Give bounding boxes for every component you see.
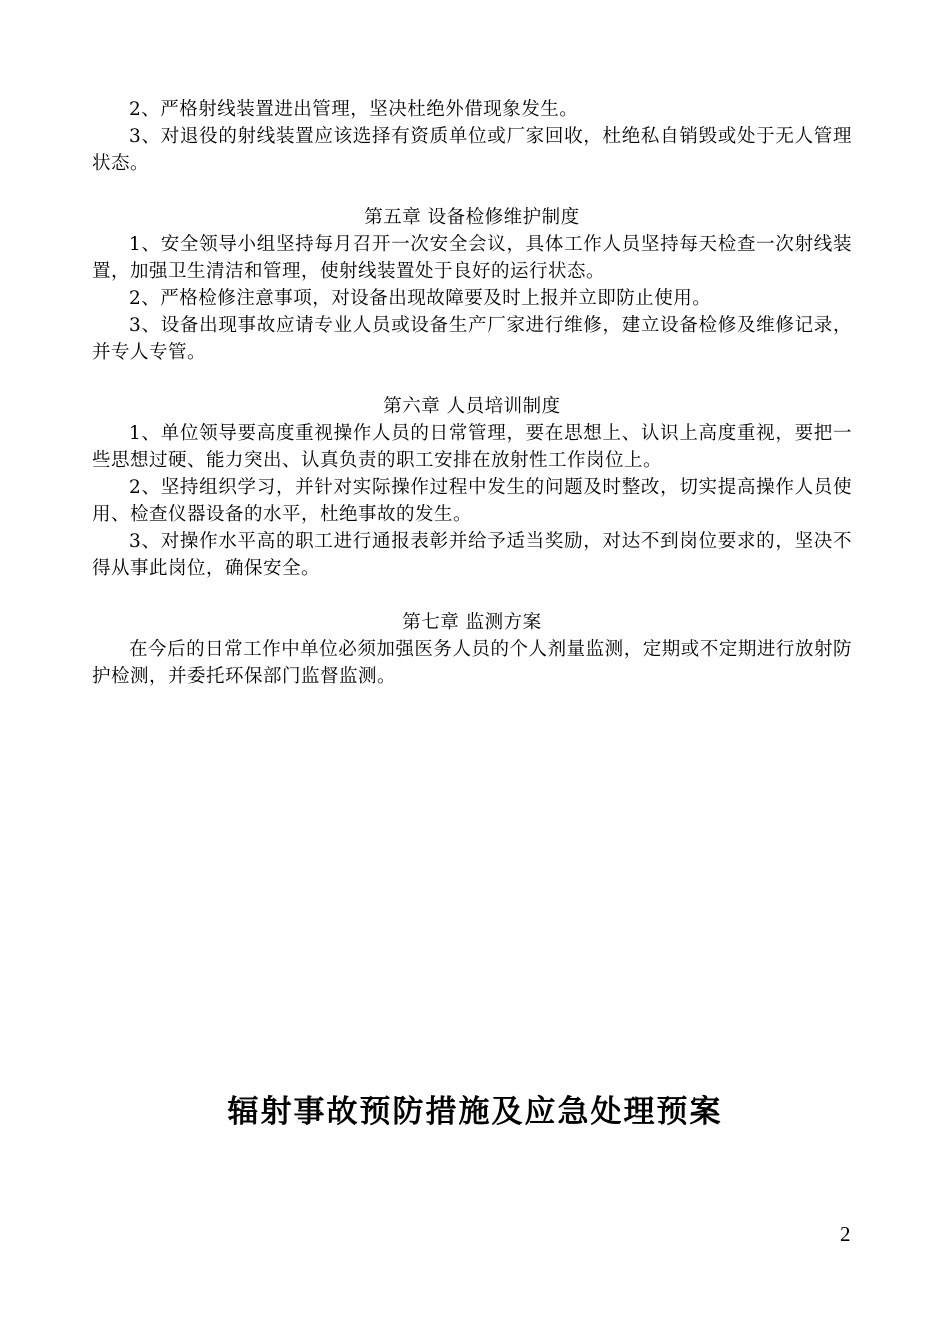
page-number: 2: [840, 1222, 851, 1246]
paragraph-6-1: 1、单位领导要高度重视操作人员的日常管理，要在思想上、认识上高度重视，要把一些思想过硬、能力突出、认真负责的职工安排在放射性工作岗位上。: [92, 423, 852, 471]
spacer: [92, 177, 852, 204]
paragraph-7-1: 在今后的日常工作中单位必须加强医务人员的个人剂量监测，定期或不定期进行放射防护检测，并委托环保部门监督监测。: [92, 639, 852, 687]
paragraph-6-3: 3、对操作水平高的职工进行通报表彰并给予适当奖励，对达不到岗位要求的，坚决不得从事此岗位，确保安全。: [92, 531, 852, 579]
spacer: [92, 366, 852, 393]
paragraph-4-3: 3、对退役的射线装置应该选择有资质单位或厂家回收，杜绝私自销毁或处于无人管理状态。: [92, 126, 852, 174]
document-body: [92, 96, 852, 690]
paragraph-4-2: 2、严格射线装置进出管理，坚决杜绝外借现象发生。: [129, 99, 579, 120]
chapter-7-heading: 第七章 监测方案: [402, 612, 542, 633]
paragraph-5-2: 2、严格检修注意事项，对设备出现故障要及时上报并立即防止使用。: [129, 288, 712, 309]
chapter-6-heading: 第六章 人员培训制度: [383, 396, 561, 417]
main-title: 辐射事故预防措施及应急处理预案: [227, 1094, 723, 1130]
paragraph-5-3: 3、设备出现事故应请专业人员或设备生产厂家进行维修，建立设备检修及维修记录，并专人专管。: [92, 315, 852, 363]
paragraph-5-1: 1、安全领导小组坚持每月召开一次安全会议，具体工作人员坚持每天检查一次射线装置，加强卫生清洁和管理，使射线装置处于良好的运行状态。: [92, 234, 852, 282]
spacer: [92, 582, 852, 609]
paragraph-6-2: 2、坚持组织学习，并针对实际操作过程中发生的问题及时整改，切实提高操作人员使用、检查仪器设备的水平，杜绝事故的发生。: [92, 477, 852, 525]
chapter-5-heading: 第五章 设备检修维护制度: [364, 207, 580, 228]
